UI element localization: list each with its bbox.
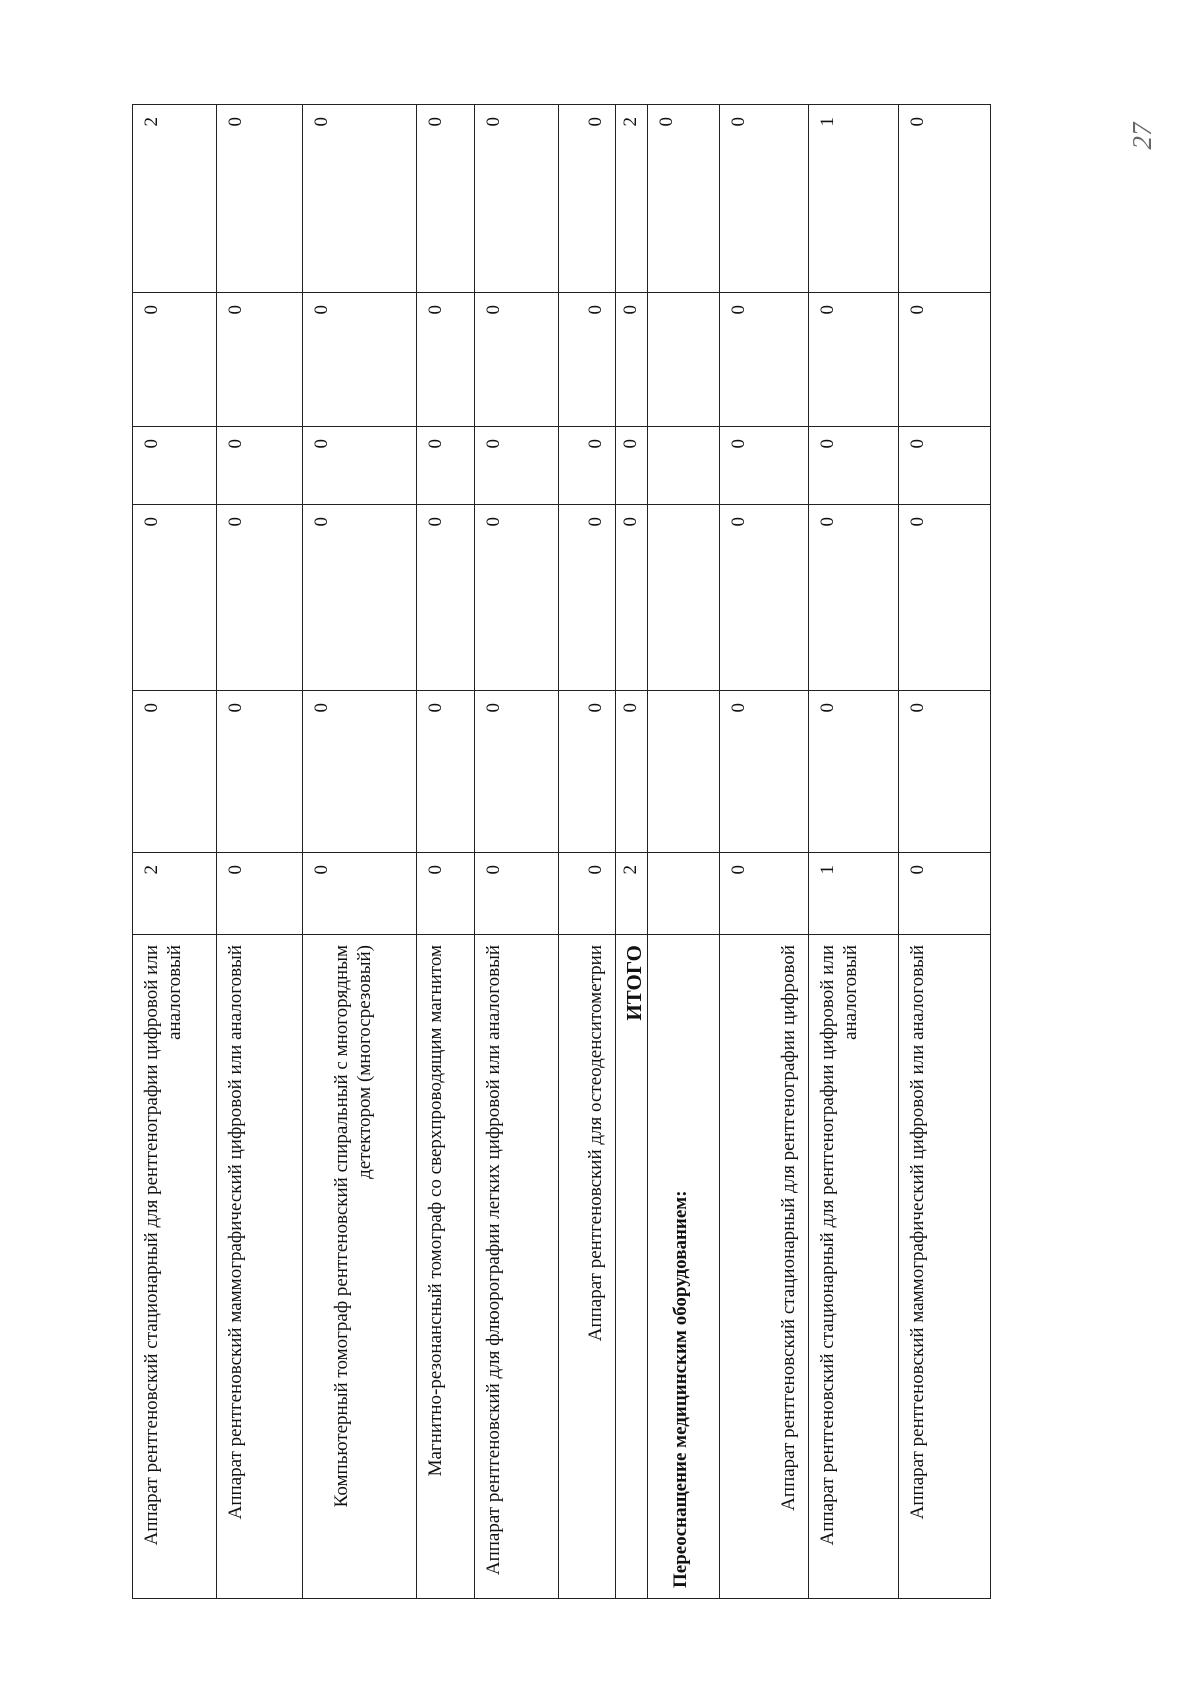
equipment-table-wrap bbox=[132, 105, 1086, 1599]
equipment-name: Аппарат рентгеновский стационарный для рентгенографии цифровой bbox=[720, 935, 809, 1599]
equipment-name: Магнитно-резонансный томограф со сверхпроводящим магнитом bbox=[417, 935, 475, 1599]
table-cell: 0 bbox=[899, 853, 991, 935]
table-cell: 0 bbox=[899, 427, 991, 505]
total-row bbox=[616, 105, 648, 1599]
table-cell: 0 bbox=[720, 691, 809, 853]
table-cell: 0 bbox=[475, 853, 559, 935]
table-cell bbox=[648, 691, 720, 853]
table-cell: 0 bbox=[616, 505, 648, 691]
table-cell: 0 bbox=[303, 505, 417, 691]
table-cell: 0 bbox=[303, 293, 417, 427]
section-heading: Переоснащение медицинским оборудованием: bbox=[648, 935, 720, 1599]
table-cell: 0 bbox=[720, 105, 809, 293]
equipment-name: Аппарат рентгеновский стационарный для рентгенографии цифровой или аналоговый bbox=[809, 935, 899, 1599]
table-cell: 0 bbox=[720, 853, 809, 935]
equipment-name: Аппарат рентгеновский для остеоденситометрии bbox=[559, 935, 616, 1599]
equipment-name: Аппарат рентгеновский маммографический цифровой или аналоговый bbox=[217, 935, 303, 1599]
table-row bbox=[720, 105, 809, 1599]
table-cell: 0 bbox=[559, 691, 616, 853]
table-cell: 0 bbox=[417, 427, 475, 505]
table-row bbox=[417, 105, 475, 1599]
table-row bbox=[217, 105, 303, 1599]
table-cell: 0 bbox=[417, 293, 475, 427]
table-cell: 2 bbox=[616, 105, 648, 293]
table-cell: 0 bbox=[616, 293, 648, 427]
table-cell bbox=[648, 853, 720, 935]
table-cell: 2 bbox=[133, 105, 217, 293]
table-cell: 0 bbox=[616, 691, 648, 853]
table-row bbox=[559, 105, 616, 1599]
table-cell: 0 bbox=[133, 505, 217, 691]
table-cell: 0 bbox=[217, 293, 303, 427]
equipment-name: Аппарат рентгеновский стационарный для рентгенографии цифровой или аналоговый bbox=[133, 935, 217, 1599]
table-row bbox=[899, 105, 991, 1599]
table-cell: 0 bbox=[475, 293, 559, 427]
table-row bbox=[475, 105, 559, 1599]
table-cell: 0 bbox=[303, 853, 417, 935]
table-cell: 0 bbox=[133, 293, 217, 427]
total-label: ИТОГО bbox=[616, 935, 648, 1599]
table-cell: 0 bbox=[417, 691, 475, 853]
table-cell: 0 bbox=[475, 505, 559, 691]
table-cell: 0 bbox=[809, 293, 899, 427]
table-cell: 0 bbox=[616, 427, 648, 505]
table-cell: 0 bbox=[475, 427, 559, 505]
table-cell: 0 bbox=[417, 505, 475, 691]
table-cell: 0 bbox=[899, 293, 991, 427]
table-cell: 0 bbox=[648, 105, 720, 293]
equipment-table bbox=[132, 104, 991, 1599]
section-row bbox=[648, 105, 720, 1599]
table-cell: 0 bbox=[720, 427, 809, 505]
table-cell: 0 bbox=[559, 293, 616, 427]
table-cell: 0 bbox=[217, 427, 303, 505]
table-cell: 0 bbox=[475, 105, 559, 293]
table-cell: 0 bbox=[809, 427, 899, 505]
table-cell: 0 bbox=[303, 691, 417, 853]
table-rotation-frame bbox=[132, 105, 1086, 1599]
table-cell: 0 bbox=[559, 427, 616, 505]
table-cell: 0 bbox=[303, 105, 417, 293]
table-cell: 0 bbox=[417, 853, 475, 935]
table-cell: 0 bbox=[475, 691, 559, 853]
table-row bbox=[809, 105, 899, 1599]
table-cell: 0 bbox=[899, 691, 991, 853]
table-cell: 0 bbox=[217, 691, 303, 853]
table-cell: 0 bbox=[417, 105, 475, 293]
table-cell: 2 bbox=[133, 853, 217, 935]
equipment-name: Аппарат рентгеновский маммографический цифровой или аналоговый bbox=[899, 935, 991, 1599]
table-cell: 0 bbox=[559, 505, 616, 691]
table-cell: 0 bbox=[899, 505, 991, 691]
table-cell: 0 bbox=[133, 427, 217, 505]
equipment-name: Компьютерный томограф рентгеновский спиральный с многорядным детектором (многосрезовый) bbox=[303, 935, 417, 1599]
table-cell: 1 bbox=[809, 105, 899, 293]
table-cell: 0 bbox=[720, 505, 809, 691]
table-cell: 0 bbox=[809, 691, 899, 853]
table-cell: 0 bbox=[899, 105, 991, 293]
page-number: 27 bbox=[1127, 122, 1157, 150]
table-cell: 0 bbox=[559, 853, 616, 935]
table-cell bbox=[648, 505, 720, 691]
table-cell: 1 bbox=[809, 853, 899, 935]
table-cell: 0 bbox=[133, 691, 217, 853]
table-cell bbox=[648, 293, 720, 427]
table-row bbox=[303, 105, 417, 1599]
table-cell: 0 bbox=[809, 505, 899, 691]
table-row bbox=[133, 105, 217, 1599]
table-cell: 0 bbox=[217, 105, 303, 293]
table-cell: 0 bbox=[217, 505, 303, 691]
table-cell: 0 bbox=[303, 427, 417, 505]
equipment-name: Аппарат рентгеновский для флюорографии легких цифровой или аналоговый bbox=[475, 935, 559, 1599]
table-cell: 0 bbox=[217, 853, 303, 935]
table-cell: 2 bbox=[616, 853, 648, 935]
table-cell bbox=[648, 427, 720, 505]
table-cell: 0 bbox=[559, 105, 616, 293]
table-cell: 0 bbox=[720, 293, 809, 427]
